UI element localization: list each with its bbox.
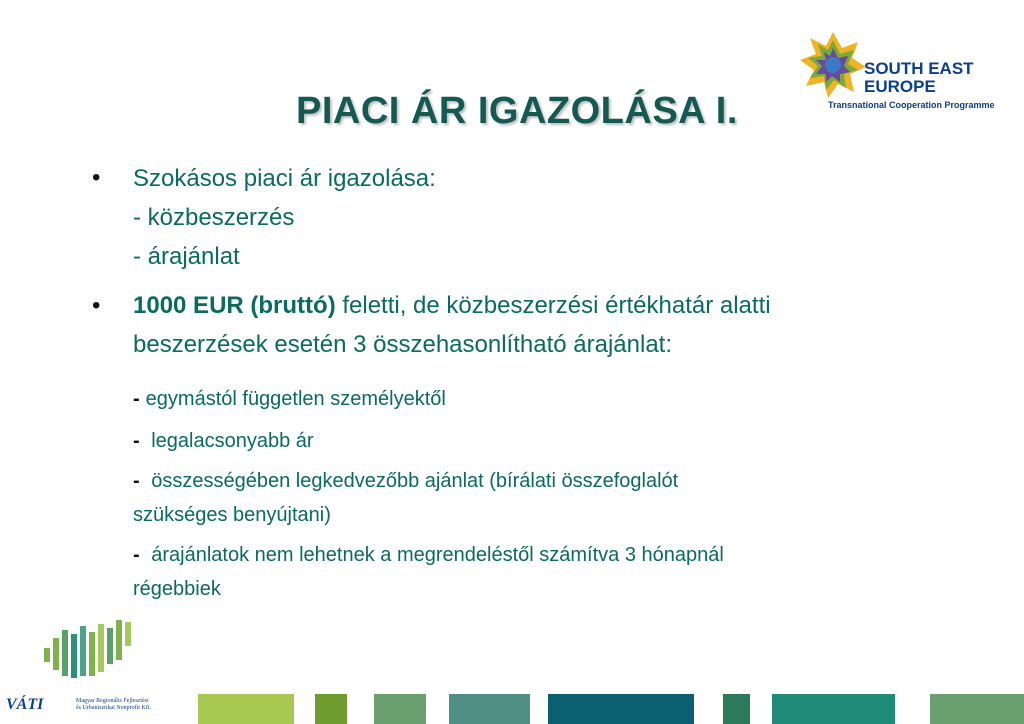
see-name [864,60,974,96]
vati-desc-line2: és Urbanisztikai Nonprofit Kft. [76,705,151,711]
sub-item-continuation: régebbiek [133,578,221,600]
dash: - [133,470,140,492]
bullet-2-rest: feletti, de közbeszerzési értékhatár alatti [335,292,771,319]
footer-bar [772,694,895,724]
dash: - [133,430,140,452]
footer-bar [315,694,347,724]
footer-bar [449,694,530,724]
sub-item-text: egymástól független személyektől [145,388,446,410]
sub-item-text: legalacsonyabb ár [145,430,314,452]
bullet-2-line-2: beszerzések esetén 3 összehasonlítható árajánlat: [133,331,673,358]
vati-logo-name: VÁTI [6,696,44,713]
sub-item-text: összességében legkedvezőbb ajánlat (bírálati összefoglalót [145,470,679,492]
see-star-icon [798,30,868,100]
footer-bar [374,694,426,724]
sub-item-text: árajánlatok nem lehetnek a megrendeléstől számítva 3 hónapnál [145,544,724,566]
footer-bar [198,694,294,724]
dash: - [133,544,140,566]
footer-bar [723,694,750,724]
slide-title: PIACI ÁR IGAZOLÁSA I. [296,90,738,132]
sub-item [133,424,314,458]
vati-logo-mark-icon [44,620,144,680]
bullet-marker: • [92,164,101,191]
bullet-1-line-1: Szokásos piaci ár igazolása: [133,165,436,192]
sub-item [133,464,678,498]
sub-item [133,538,724,572]
bullet-2-line-1 [133,289,771,323]
vati-logo-description [76,698,151,712]
footer-bar [930,694,1024,724]
bullet-marker: • [92,292,101,319]
see-name-line1: SOUTH EAST [864,59,974,78]
see-name-line2: EUROPE [864,77,936,96]
dash: - [133,388,140,410]
sub-item-continuation: szükséges benyújtani) [133,504,331,526]
bullet-1-line-2: - közbeszerzés [133,204,295,231]
south-east-europe-logo [798,30,998,116]
sub-item [133,382,446,416]
vati-desc-line1: Magyar Regionális Fejlesztési [76,698,149,704]
bullet-2-bold: 1000 EUR (bruttó) [133,292,336,319]
see-subtitle: Transnational Cooperation Programme [828,100,995,110]
bullet-1-line-3: - árajánlat [133,243,240,270]
footer-bar [548,694,694,724]
